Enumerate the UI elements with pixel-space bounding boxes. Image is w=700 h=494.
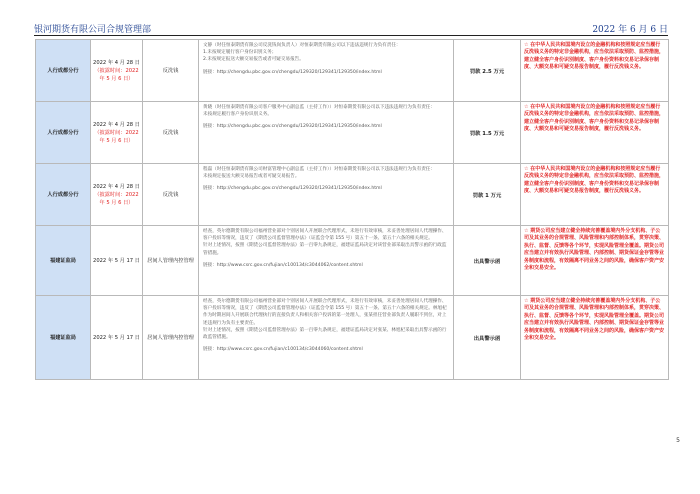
content-paragraph: 程磊（时任恒泰期货有限公司财富管理中心副总监（主持工作））对恒泰期货有限公司以下违法违规行为负有责任： — [203, 167, 435, 172]
agency-cell: 人行成都分行 — [36, 102, 91, 164]
source-link[interactable]: 链接：http://www.csrc.gov.cn/fujian/c100134/c3044060/content.shtml — [203, 347, 363, 353]
penalty-table — [35, 39, 669, 380]
compliance-note-cell: ☆ 期货公司应当建立健全持续完善覆盖境内外分支机构、子公司及其业务的合规管理、风险管理和内部控制体系，贯穿决策、执行、监督、反馈等各个环节，实现风险管理全覆盖。期货公司应当建立并有效执行风险管理、内部控制、期货保证金存管等业务制度和流程，有效隔离不同业务之间的风险，确保客户资产安全和交易安全。 — [521, 226, 669, 296]
table-row — [36, 296, 669, 380]
content-paragraph: 未按规定报送大额交易报告或者可疑交易报告。 — [203, 174, 300, 180]
compliance-note-cell: ☆ 在中华人民共和国境内设立的金融机构和按照规定应当履行反洗钱义务的特定非金融机构，应当依法采取预防、监控措施，建立健全客户身份识别制度、客户身份资料和交易记录保存制度、大额交易和可疑交易报告制度，履行反洗钱义务。 — [521, 164, 669, 226]
penalty-cell: 出具警示函 — [454, 296, 521, 380]
content-paragraph: 针对上述情况，按照《期货公司监督管理办法》第一百零九条规定，福建证监局决定对张某、林旭杞采取出具警示函的行政监管措施。 — [203, 327, 447, 341]
penalty-date: 2022 年 4 月 28 日 — [93, 121, 140, 128]
penalty-date: 2022 年 5 月 17 日 — [93, 334, 140, 341]
penalty-cell: 罚款 2.5 万元 — [454, 40, 521, 102]
content-cell — [199, 102, 454, 164]
content-cell — [199, 226, 454, 296]
content-paragraph: 经查，英尔德期货有限公司福州营业部对个别居间人开展联合代理形式，未进行有效审核，未妥善处理居间人代理操作、客户投诉等情况，违反了《期货公司监督管理办法》（证监会令第 155 号）第五十一条、第五十六条的相关规定。林旭杞作为时期居间人开展联合代理执行的直接负责人和相关客户投诉的第一处理人，张某担任营业部负责人履职不到位，对上述违规行为负有主要责任。 — [203, 299, 447, 326]
agency-cell: 福建证监局 — [36, 296, 91, 380]
source-link[interactable]: 链接：http://chengdu.pbc.gov.cn/chengdu/129320/129341/129350/index.html — [203, 124, 382, 130]
table-row — [36, 102, 669, 164]
penalty-date: 2022 年 4 月 28 日 — [93, 183, 140, 190]
date-cell — [91, 102, 143, 164]
content-paragraph: 经查，英尔德期货有限公司福州营业部对个别居间人开展联合代理形式，未进行有效审核，未妥善处理居间人代理操作、客户投诉等情况，违反了《期货公司监督管理办法》（证监会令第 155 号）第五十一条、第五十六条的相关规定。 — [203, 229, 447, 242]
penalty-date: 2022 年 5 月 17 日 — [93, 257, 140, 264]
table-row — [36, 226, 669, 296]
agency-cell: 人行成都分行 — [36, 164, 91, 226]
penalty-date: 2022 年 4 月 28 日 — [93, 59, 140, 66]
disclosure-date: （披露时间：2022 年 5 月 6 日） — [94, 129, 139, 144]
agency-cell: 福建证监局 — [36, 226, 91, 296]
compliance-note-cell: ☆ 在中华人民共和国境内设立的金融机构和按照规定应当履行反洗钱义务的特定非金融机构，应当依法采取预防、监控措施，建立健全客户身份识别制度、客户身份资料和交易记录保存制度、大额交易和可疑交易报告制度，履行反洗钱义务。 — [521, 102, 669, 164]
content-paragraph: 针对上述情况，按照《期货公司监督管理办法》第一百零九条规定，福建证监局决定对该营业部采取出具警示函的行政监管措施。 — [203, 243, 447, 256]
content-cell — [199, 164, 454, 226]
content-cell — [199, 296, 454, 380]
date-cell — [91, 296, 143, 380]
company-header: 银河期货有限公司合规管理部 — [34, 25, 152, 35]
disclosure-date: （披露时间：2022 年 5 月 6 日） — [94, 191, 139, 206]
violation-type-cell: 反洗钱 — [143, 164, 199, 226]
table-row — [36, 40, 669, 102]
penalty-cell: 罚款 1 万元 — [454, 164, 521, 226]
content-paragraph: 文静（时任恒泰期货有限公司反洗钱岗负责人）对恒泰期货有限公司以下违法违规行为负有责任： — [203, 43, 401, 48]
date-cell — [91, 40, 143, 102]
content-paragraph: 1.未按规定履行客户身份识别义务； — [203, 50, 277, 56]
content-paragraph: 黄晓（时任恒泰期货有限公司客户服务中心副总监（主持工作））对恒泰期货有限公司以下违法违规行为负有责任： — [203, 105, 435, 110]
content-paragraph: 未按规定履行客户身份识别义务。 — [203, 112, 272, 118]
violation-type-cell: 反洗钱 — [143, 102, 199, 164]
header-divider — [34, 35, 668, 36]
source-link[interactable]: 链接：http://www.csrc.gov.cn/fujian/c100134/c3044062/content.shtml — [203, 262, 363, 268]
compliance-note-cell: ☆ 期货公司应当建立健全持续完善覆盖境内外分支机构、子公司及其业务的合规管理、风险管理和内部控制体系，贯穿决策、执行、监督、反馈等各个环节，实现风险管理全覆盖。期货公司应当建立并有效执行风险管理、内部控制、期货保证金存管等业务制度和流程，有效隔离不同业务之间的风险，确保客户资产安全和交易安全。 — [521, 296, 669, 380]
source-link[interactable]: 链接：http://chengdu.pbc.gov.cn/chengdu/129320/129341/129350/index.html — [203, 186, 382, 192]
violation-type-cell: 居间人管理内控管理 — [143, 296, 199, 380]
page-number: 5 — [676, 437, 680, 444]
table-row — [36, 164, 669, 226]
date-cell — [91, 226, 143, 296]
compliance-note-cell: ☆ 在中华人民共和国境内设立的金融机构和按照规定应当履行反洗钱义务的特定非金融机构，应当依法采取预防、监控措施，建立健全客户身份识别制度、客户身份资料和交易记录保存制度、大额交易和可疑交易报告制度，履行反洗钱义务。 — [521, 40, 669, 102]
agency-cell: 人行成都分行 — [36, 40, 91, 102]
report-date: 2022 年 6 月 6 日 — [592, 25, 668, 35]
source-link[interactable]: 链接：http://chengdu.pbc.gov.cn/chengdu/129320/129341/129350/index.html — [203, 69, 382, 75]
violation-type-cell: 反洗钱 — [143, 40, 199, 102]
content-paragraph: 2.未按规定报送大额交易报告或者可疑交易报告。 — [203, 57, 304, 63]
disclosure-date: （披露时间：2022 年 5 月 6 日） — [94, 67, 139, 82]
penalty-cell: 出具警示函 — [454, 226, 521, 296]
penalty-cell: 罚款 1.5 万元 — [454, 102, 521, 164]
date-cell — [91, 164, 143, 226]
content-cell — [199, 40, 454, 102]
violation-type-cell: 居间人管理内控管理 — [143, 226, 199, 296]
